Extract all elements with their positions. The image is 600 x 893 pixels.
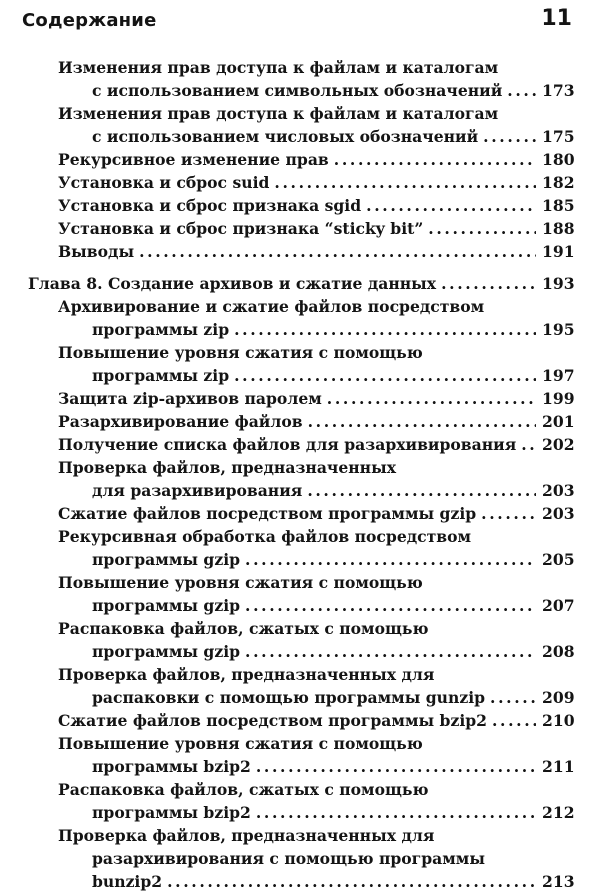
toc-page-number: 182 [542, 173, 575, 192]
dot-leader [507, 79, 536, 102]
toc-entry-line [0, 79, 600, 102]
toc-entry[interactable] [0, 240, 600, 263]
dot-leader [521, 433, 536, 456]
toc-entry-line [0, 272, 600, 295]
toc-entry-title: разархивирования с помощью программы [92, 849, 485, 868]
toc-entry-line [0, 410, 600, 433]
toc-entry-title: Разархивирование файлов [58, 412, 303, 431]
toc-page-number: 205 [542, 550, 575, 569]
toc-entry-title: Архивирование и сжатие файлов посредством [58, 297, 485, 316]
dot-leader [245, 640, 536, 663]
dot-leader [245, 548, 536, 571]
toc-entry-title: Глава 8. Создание архивов и сжатие данных [28, 274, 437, 293]
dot-leader [256, 801, 536, 824]
toc-page-number: 209 [542, 688, 575, 707]
toc-entry-line [0, 56, 600, 79]
page-number: 11 [541, 6, 572, 31]
toc-entry-line [0, 433, 600, 456]
toc-page-number: 199 [542, 389, 575, 408]
toc-entry[interactable] [0, 732, 600, 778]
toc-entry[interactable] [0, 148, 600, 171]
toc-entry-title: Проверка файлов, предназначенных для [58, 826, 435, 845]
toc-entry[interactable] [0, 410, 600, 433]
dot-leader [490, 686, 536, 709]
dot-leader [245, 594, 536, 617]
toc-entry-title: Установка и сброс признака “sticky bit” [58, 219, 424, 238]
toc-entry[interactable] [0, 617, 600, 663]
dot-leader [481, 502, 536, 525]
toc-entry-line [0, 686, 600, 709]
toc-entry-title: программы bzip2 [92, 803, 251, 822]
toc-entry-line [0, 870, 600, 893]
toc-entry-line [0, 295, 600, 318]
toc-entry-line [0, 479, 600, 502]
toc-entry[interactable] [0, 171, 600, 194]
dot-leader [139, 240, 536, 263]
toc-entry-line [0, 847, 600, 870]
toc-entry[interactable] [0, 295, 600, 341]
toc-entry-line [0, 663, 600, 686]
toc-entry[interactable] [0, 824, 600, 893]
toc-entry-title: Сжатие файлов посредством программы bzip2 [58, 711, 487, 730]
toc-entry-title: Повышение уровня сжатия с помощью [58, 734, 423, 753]
toc-page-number: 173 [542, 81, 575, 100]
toc-page-number: 201 [542, 412, 575, 431]
toc-entry-line [0, 824, 600, 847]
toc-entry-title: Выводы [58, 242, 135, 261]
toc-entry[interactable] [0, 502, 600, 525]
toc-entry-title: программы bzip2 [92, 757, 251, 776]
toc-page-number: 175 [542, 127, 575, 146]
toc-entry-title: Распаковка файлов, сжатых с помощью [58, 619, 429, 638]
toc-entry[interactable] [0, 571, 600, 617]
toc-entry[interactable] [0, 341, 600, 387]
dot-leader [334, 148, 536, 171]
toc-entry-line [0, 548, 600, 571]
toc-entry-title: с использованием символьных обозначений [92, 81, 503, 100]
toc-entry[interactable] [0, 194, 600, 217]
toc-chapter-entry[interactable] [0, 272, 600, 295]
toc-page-number: 195 [542, 320, 575, 339]
dot-leader [308, 410, 536, 433]
toc-entry-line [0, 594, 600, 617]
toc-page-number: 197 [542, 366, 575, 385]
toc-entry-title: Установка и сброс suid [58, 173, 270, 192]
dot-leader [492, 709, 536, 732]
toc-entry[interactable] [0, 433, 600, 456]
toc-entry[interactable] [0, 525, 600, 571]
toc-entry-line [0, 364, 600, 387]
toc-page-number: 203 [542, 481, 575, 500]
table-of-contents [0, 56, 600, 893]
toc-page-number: 180 [542, 150, 575, 169]
toc-entry-line [0, 755, 600, 778]
running-title: Содержание [22, 10, 157, 31]
toc-entry-title: Изменения прав доступа к файлам и каталогам [58, 58, 499, 77]
toc-entry-line [0, 217, 600, 240]
toc-entry-line [0, 617, 600, 640]
toc-entry-line [0, 148, 600, 171]
toc-entry-title: распаковки с помощью программы gunzip [92, 688, 486, 707]
toc-entry-line [0, 125, 600, 148]
dot-leader [234, 318, 536, 341]
toc-entry-line [0, 801, 600, 824]
dot-leader [274, 171, 536, 194]
toc-entry-line [0, 709, 600, 732]
toc-page-number: 203 [542, 504, 575, 523]
toc-entry-title: с использованием числовых обозначений [92, 127, 479, 146]
toc-entry[interactable] [0, 387, 600, 410]
toc-page-number: 202 [542, 435, 575, 454]
toc-entry-line [0, 640, 600, 663]
dot-leader [167, 870, 536, 893]
toc-entry-line [0, 102, 600, 125]
toc-page-number: 207 [542, 596, 575, 615]
toc-entry-title: Проверка файлов, предназначенных для [58, 665, 435, 684]
toc-page-number: 188 [542, 219, 575, 238]
toc-entry-line [0, 502, 600, 525]
dot-leader [441, 272, 536, 295]
toc-entry-line [0, 732, 600, 755]
toc-entry-title: Повышение уровня сжатия с помощью [58, 343, 423, 362]
dot-leader [428, 217, 536, 240]
toc-entry-line [0, 240, 600, 263]
dot-leader [366, 194, 536, 217]
toc-entry-title: Рекурсивное изменение прав [58, 150, 329, 169]
toc-entry-line [0, 341, 600, 364]
toc-entry[interactable] [0, 778, 600, 824]
toc-page-number: 208 [542, 642, 575, 661]
toc-entry-title: Получение списка файлов для разархивирования [58, 435, 517, 454]
toc-entry-line [0, 456, 600, 479]
toc-entry[interactable] [0, 456, 600, 502]
toc-page-number: 193 [542, 274, 575, 293]
toc-entry-title: Изменения прав доступа к файлам и каталогам [58, 104, 499, 123]
toc-page-number: 210 [542, 711, 575, 730]
toc-entry-title: для разархивирования [92, 481, 303, 500]
dot-leader [327, 387, 536, 410]
toc-entry-title: программы zip [92, 320, 230, 339]
toc-entry-title: Проверка файлов, предназначенных [58, 458, 397, 477]
toc-page-number: 212 [542, 803, 575, 822]
toc-entry-title: Сжатие файлов посредством программы gzip [58, 504, 477, 523]
toc-entry-title: Повышение уровня сжатия с помощью [58, 573, 423, 592]
toc-page-number: 185 [542, 196, 575, 215]
toc-entry[interactable] [0, 663, 600, 709]
toc-entry-title: Установка и сброс признака sgid [58, 196, 362, 215]
dot-leader [483, 125, 536, 148]
toc-entry-title: программы gzip [92, 596, 241, 615]
toc-entry-title: Рекурсивная обработка файлов посредством [58, 527, 472, 546]
toc-entry-line [0, 318, 600, 341]
toc-entry-title: Защита zip-архивов паролем [58, 389, 322, 408]
toc-page-number: 213 [542, 872, 575, 891]
dot-leader [307, 479, 536, 502]
toc-entry-line [0, 194, 600, 217]
toc-entry-title: Распаковка файлов, сжатых с помощью [58, 780, 429, 799]
toc-entry-line [0, 778, 600, 801]
toc-entry-title: программы gzip [92, 550, 241, 569]
toc-page-number: 211 [542, 757, 575, 776]
toc-entry[interactable] [0, 102, 600, 148]
toc-entry-line [0, 171, 600, 194]
toc-entry-line [0, 387, 600, 410]
toc-entry-title: программы zip [92, 366, 230, 385]
toc-entry[interactable] [0, 217, 600, 240]
page-header [22, 6, 572, 36]
toc-page-number: 191 [542, 242, 575, 261]
toc-entry[interactable] [0, 709, 600, 732]
dot-leader [234, 364, 536, 387]
toc-entry-line [0, 525, 600, 548]
toc-entry-title: bunzip2 [92, 872, 163, 891]
toc-entry-title: программы gzip [92, 642, 241, 661]
toc-entry-line [0, 571, 600, 594]
toc-entry[interactable] [0, 56, 600, 102]
dot-leader [256, 755, 536, 778]
